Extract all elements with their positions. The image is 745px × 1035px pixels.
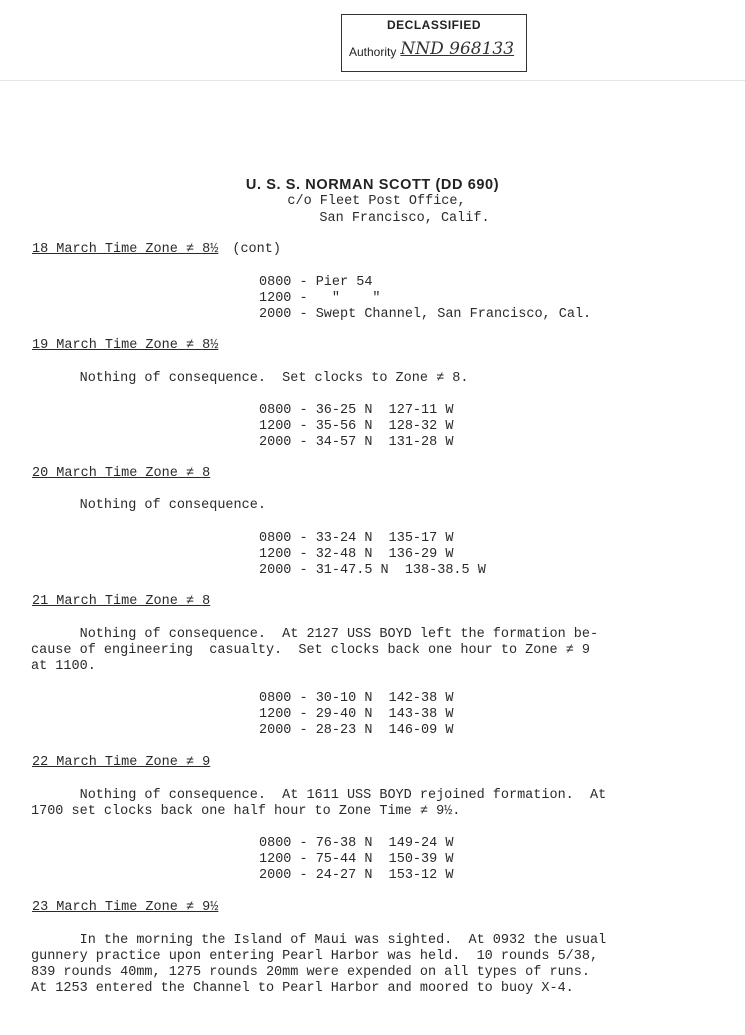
date-heading-22-march: 22 March Time Zone ≠ 9 bbox=[32, 755, 211, 770]
date-heading-21-march: 21 March Time Zone ≠ 8 bbox=[32, 594, 211, 609]
position-line: 0800 - Pier 54 bbox=[259, 275, 373, 290]
position-line: 2000 - Swept Channel, San Francisco, Cal. bbox=[259, 307, 592, 322]
date-heading-20-march: 20 March Time Zone ≠ 8 bbox=[32, 466, 211, 481]
entry-text-23-march: In the morning the Island of Maui was sighted. At 0932 the usual gunnery practice upon entering Pearl Harbor was held. 10 rounds 5/38, 839 rounds 40mm, 1275 rounds 20mm were expended on all types of runs. At 1253 entered the Channel to Pearl Harbor and moored to buoy X-4. bbox=[31, 933, 607, 996]
date-heading-text: 18 March Time Zone ≠ 8½ bbox=[32, 242, 219, 257]
address-line-1: c/o Fleet Post Office, bbox=[287, 194, 466, 209]
document-heading bbox=[0, 177, 745, 227]
position-line: 2000 - 34-57 N 131-28 W bbox=[259, 435, 454, 450]
position-line: 2000 - 28-23 N 146-09 W bbox=[259, 723, 454, 738]
positions-20-march bbox=[259, 531, 486, 579]
entry-text-22-march: Nothing of consequence. At 1611 USS BOYD rejoined formation. At 1700 set clocks back one half hour to Zone Time ≠ 9½. bbox=[31, 788, 607, 819]
position-line: 2000 - 31-47.5 N 138-38.5 W bbox=[259, 563, 486, 578]
stamp-authority bbox=[349, 39, 514, 59]
stamp-title: DECLASSIFIED bbox=[386, 18, 481, 32]
ship-name: U. S. S. NORMAN SCOTT (DD 690) bbox=[245, 177, 500, 193]
date-heading-note: (cont) bbox=[232, 242, 281, 257]
date-heading-18-march bbox=[32, 242, 281, 257]
position-line: 2000 - 24-27 N 153-12 W bbox=[259, 868, 454, 883]
position-line: 1200 - 75-44 N 150-39 W bbox=[259, 852, 454, 867]
entry-text-21-march: Nothing of consequence. At 2127 USS BOYD left the formation be- cause of engineering casualty. Set clocks back one hour to Zone ≠ 9 at 1100. bbox=[31, 627, 599, 674]
entry-text-20-march: Nothing of consequence. bbox=[31, 498, 266, 513]
scan-edge-line bbox=[0, 80, 745, 81]
position-line: 0800 - 76-38 N 149-24 W bbox=[259, 836, 454, 851]
declassified-stamp bbox=[341, 14, 527, 72]
address-line-2: San Francisco, Calif. bbox=[319, 211, 490, 226]
stamp-authority-label: Authority bbox=[349, 45, 397, 59]
position-line: 0800 - 30-10 N 142-38 W bbox=[259, 691, 454, 706]
position-line: 0800 - 36-25 N 127-11 W bbox=[259, 403, 454, 418]
positions-21-march bbox=[259, 691, 453, 739]
positions-18-march bbox=[259, 275, 591, 323]
position-line: 1200 - 29-40 N 143-38 W bbox=[259, 707, 454, 722]
date-heading-19-march: 19 March Time Zone ≠ 8½ bbox=[32, 338, 219, 353]
date-heading-23-march: 23 March Time Zone ≠ 9½ bbox=[32, 900, 219, 915]
positions-22-march bbox=[259, 836, 453, 884]
entry-text-19-march: Nothing of consequence. Set clocks to Zone ≠ 8. bbox=[31, 371, 469, 386]
stamp-authority-signature: NND 968133 bbox=[400, 39, 515, 59]
position-line: 0800 - 33-24 N 135-17 W bbox=[259, 531, 454, 546]
position-line: 1200 - 32-48 N 136-29 W bbox=[259, 547, 454, 562]
positions-19-march bbox=[259, 403, 453, 451]
position-line: 1200 - 35-56 N 128-32 W bbox=[259, 419, 454, 434]
position-line: 1200 - " " bbox=[259, 291, 381, 306]
